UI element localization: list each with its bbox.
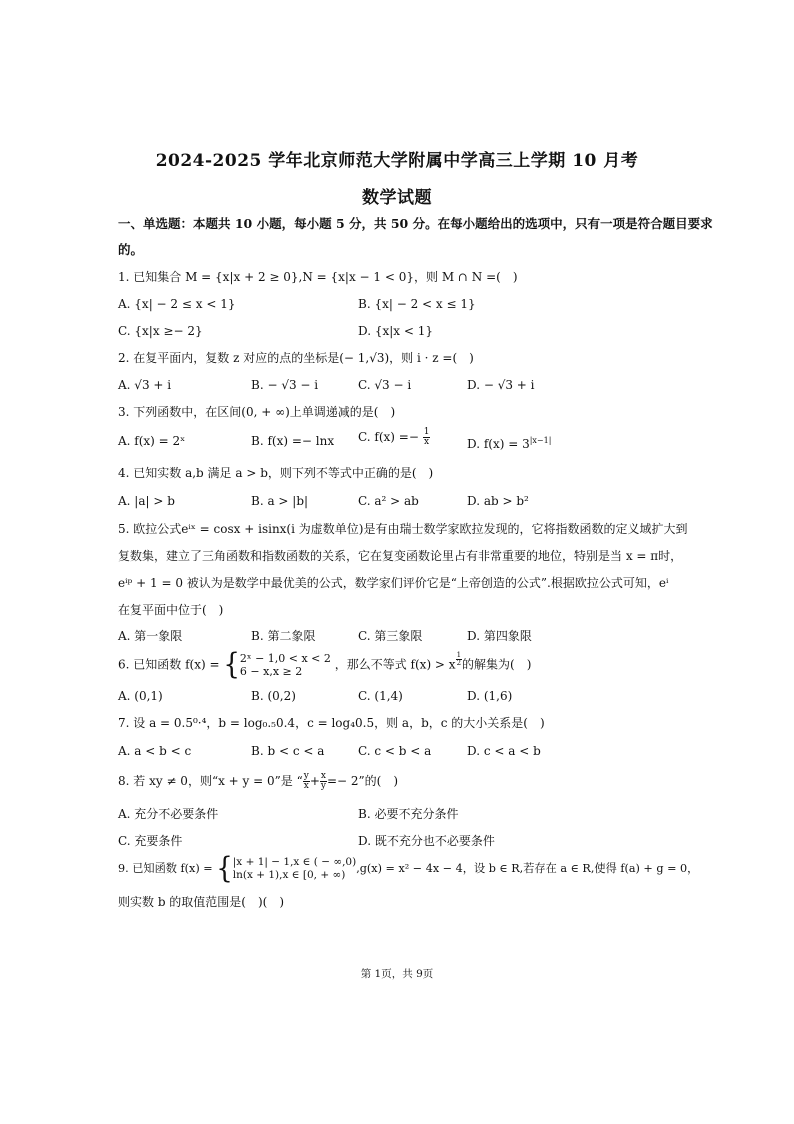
question-3-stem: 3. 下列函数中，在区间(0, + ∞)上单调递减的是( ) [118, 405, 396, 419]
question-8-stem [118, 772, 398, 791]
exponent-numerator: 1 [456, 651, 462, 659]
question-4-option-b: B. a > |b| [251, 494, 309, 508]
section-heading-line2: 的。 [118, 242, 144, 257]
question-6-stem [118, 648, 532, 682]
question-4-option-d: D. ab > b² [467, 494, 529, 508]
question-4-option-c: C. a² > ab [358, 494, 419, 508]
question-3-option-a: A. f(x) = 2ˣ [118, 434, 186, 448]
page-title: 2024-2025 学年北京师范大学附属中学高三上学期 10 月考 [155, 151, 639, 171]
question-7-option-a: A. a < b < c [118, 744, 192, 758]
question-9-stem [118, 852, 699, 886]
left-brace: { [223, 648, 240, 682]
question-7-stem: 7. 设 a = 0.5⁰·⁴，b = log₀.₅0.4，c = log₄0.5，则 a，b，c 的大小关系是( ) [118, 716, 545, 730]
piecewise-cases [233, 856, 356, 882]
exponent: |x−1| [529, 436, 552, 445]
question-6-option-b: B. (0,2) [251, 689, 296, 703]
fraction [423, 428, 431, 447]
page-subtitle: 数学试题 [362, 188, 432, 208]
question-3-option-c [358, 428, 430, 447]
question-9-line2: 则实数 b 的取值范围是( )( ) [118, 895, 285, 909]
piecewise-case-1: 2ˣ − 1,0 < x < 2 [239, 652, 331, 665]
question-6-option-c: C. (1,4) [358, 689, 403, 703]
question-8-option-a: A. 充分不必要条件 [118, 807, 219, 821]
fraction-numerator: x [320, 771, 326, 781]
question-1-option-b: B. {x| − 2 < x ≤ 1} [358, 297, 476, 311]
fraction-denominator: x [303, 781, 309, 791]
question-1-stem: 1. 已知集合 M = {x|x + 2 ≥ 0},N = {x|x − 1 < 0}，则 M ∩ N =( ) [118, 270, 518, 284]
question-3-option-d [467, 433, 551, 452]
question-5-line4: 在复平面中位于( ) [118, 603, 224, 617]
question-3-option-b: B. f(x) =− lnx [251, 434, 335, 448]
question-9-stem-prefix: 9. 已知函数 f(x) = [118, 862, 213, 875]
left-brace: { [216, 852, 233, 886]
fraction-y-over-x [303, 772, 310, 791]
question-8-option-d: D. 既不充分也不必要条件 [358, 834, 495, 848]
question-3-option-c-prefix: C. f(x) =− [358, 430, 419, 444]
question-1-option-c: C. {x|x ≥− 2} [118, 324, 203, 338]
question-5-option-b: B. 第二象限 [251, 629, 316, 643]
question-8-stem-prefix: 8. 若 xy ≠ 0，则“x + y = 0”是 “ [118, 774, 303, 788]
piecewise-case-2: 6 − x,x ≥ 2 [239, 665, 303, 678]
question-2-stem: 2. 在复平面内，复数 z 对应的点的坐标是(− 1,√3)，则 i · z =( ) [118, 351, 474, 365]
question-6-option-d: D. (1,6) [467, 689, 513, 703]
question-9-stem-suffix: ,g(x) = x² − 4x − 4，设 b ∈ R,若存在 a ∈ R,使得 f(a) + g = 0， [356, 862, 699, 875]
question-8-stem-suffix: =− 2”的( ) [326, 774, 399, 788]
question-5-line1: 5. 欧拉公式eⁱˣ = cosx + isinx(i 为虚数单位)是有由瑞士数学家欧拉发现的，它将指数函数的定义域扩大到 [118, 522, 688, 536]
question-5-line2: 复数集，建立了三角函数和指数函数的关系，它在复变函数论里占有非常重要的地位，特别是当 x = π时， [118, 549, 683, 563]
question-6-stem-middle: ，那么不等式 f(x) > x [334, 657, 456, 672]
fraction-denominator: y [320, 781, 326, 791]
section-heading-line1: 一、单选题：本题共 10 小题，每小题 5 分，共 50 分。在每小题给出的选项中，只有一项是符合题目要求 [118, 216, 713, 231]
question-4-stem: 4. 已知实数 a,b 满足 a > b，则下列不等式中正确的是( ) [118, 466, 434, 480]
question-4-option-a: A. |a| > b [118, 494, 175, 508]
question-5-option-d: D. 第四象限 [467, 629, 532, 643]
plus-sign: + [309, 774, 320, 788]
fraction-numerator: 1 [423, 427, 430, 437]
question-2-option-b: B. − √3 − i [251, 378, 319, 392]
piecewise-cases [240, 652, 331, 678]
question-7-option-c: C. c < b < a [358, 744, 432, 758]
question-2-option-c: C. √3 − i [358, 378, 412, 392]
question-6-stem-prefix: 6. 已知函数 f(x) = [118, 657, 220, 672]
question-3-option-d-prefix: D. f(x) = 3 [467, 437, 530, 451]
question-2-option-a: A. √3 + i [118, 378, 172, 392]
question-5-line3: eⁱᵖ + 1 = 0 被认为是数学中最优美的公式，数学家们评价它是“上帝创造的公式”.根据欧拉公式可知，eⁱ [118, 576, 669, 590]
question-2-option-d: D. − √3 + i [467, 378, 535, 392]
fraction-denominator: x [424, 437, 430, 447]
question-8-option-b: B. 必要不充分条件 [358, 807, 459, 821]
question-6-option-a: A. (0,1) [118, 689, 163, 703]
question-1-option-d: D. {x|x < 1} [358, 324, 433, 338]
page-footer: 第 1页，共 9页 [360, 968, 434, 980]
question-5-option-a: A. 第一象限 [118, 629, 183, 643]
fraction-numerator: y [303, 771, 309, 781]
question-7-option-b: B. b < c < a [251, 744, 325, 758]
question-7-option-d: D. c < a < b [467, 744, 541, 758]
question-5-option-c: C. 第三象限 [358, 629, 423, 643]
question-1-option-a: A. {x| − 2 ≤ x < 1} [118, 297, 236, 311]
piecewise-case-2: ln(x + 1),x ∈ [0, + ∞) [232, 869, 346, 881]
exponent-denominator: 2 [456, 659, 462, 667]
fraction-x-over-y [320, 772, 327, 791]
question-8-option-c: C. 充要条件 [118, 834, 183, 848]
piecewise-case-1: |x + 1| − 1,x ∈ ( − ∞,0) [232, 856, 357, 868]
question-6-stem-end: 的解集为( ) [462, 657, 532, 672]
